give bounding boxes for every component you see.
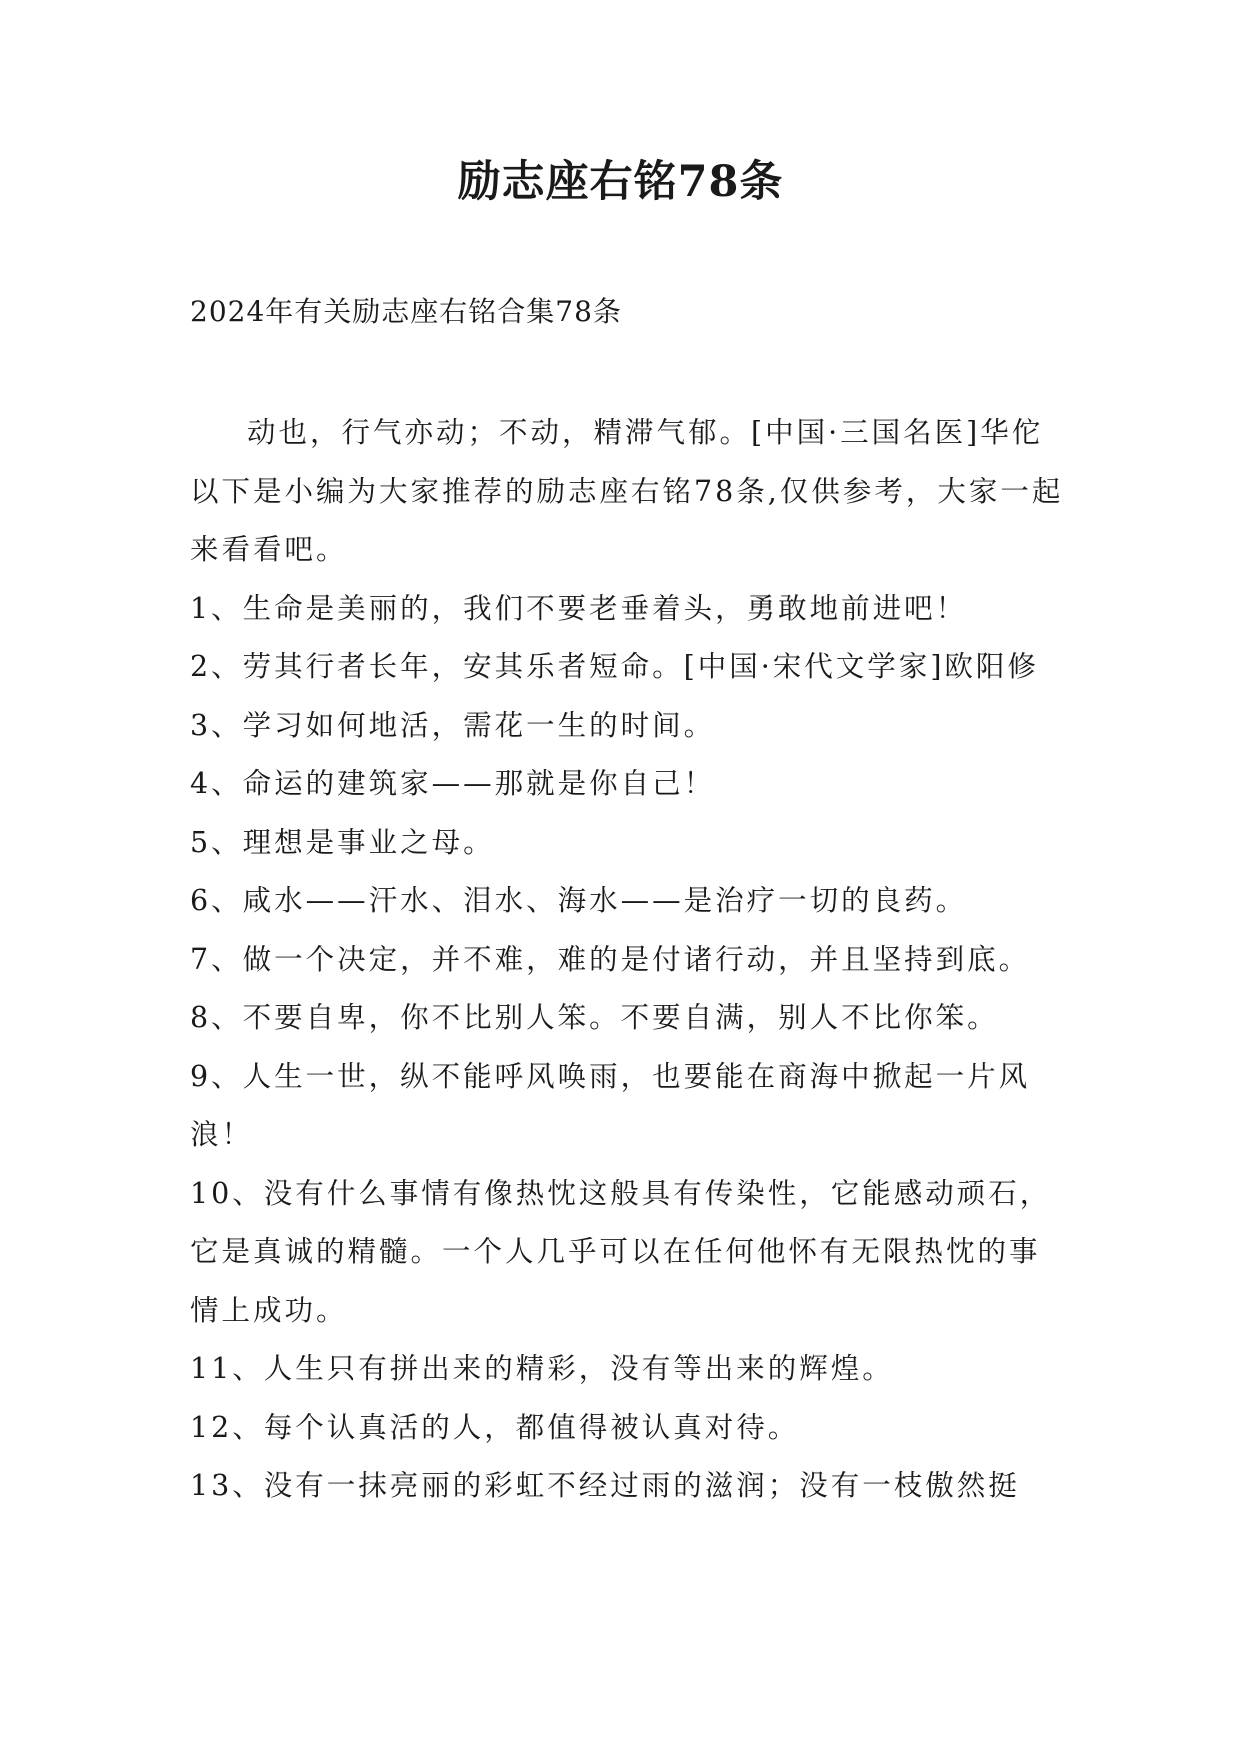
quote-item: 11、人生只有拼出来的精彩，没有等出来的辉煌。 (190, 1352, 894, 1385)
quote-item: 5、理想是事业之母。 (190, 825, 495, 859)
document-body (190, 404, 1070, 1516)
quote-item: 1、生命是美丽的，我们不要老垂着头，勇敢地前进吧！ (190, 591, 968, 625)
quote-item: 7、做一个决定，并不难，难的是付诸行动，并且坚持到底。 (190, 942, 1031, 976)
document-subtitle: 2024年有关励志座右铭合集78条 (190, 295, 622, 328)
quote-item: 3、学习如何地活，需花一生的时间。 (190, 708, 716, 742)
quote-item: 12、每个认真活的人，都值得被认真对待。 (190, 1410, 800, 1444)
quote-item: 9、人生一世，纵不能呼风唤雨，也要能在商海中掀起一片风浪！ (190, 1059, 1031, 1151)
quote-item: 13、没有一抹亮丽的彩虹不经过雨的滋润；没有一枝傲然挺 (190, 1469, 1020, 1502)
quote-item: 10、没有什么事情有像热忱这般具有传染性，它能感动顽石，它是真诚的精髓。一个人几乎可以在任何他怀有无限热忱的事情上成功。 (190, 1176, 1052, 1327)
document-title: 励志座右铭78条 (457, 157, 784, 207)
quote-item: 6、咸水——汗水、泪水、海水——是治疗一切的良药。 (190, 884, 968, 917)
quote-item: 4、命运的建筑家——那就是你自己！ (190, 767, 716, 800)
intro-paragraph: 动也，行气亦动；不动，精滞气郁。[中国·三国名医]华佗以下是小编为大家推荐的励志座右铭78条,仅供参考，大家一起来看看吧。 (190, 416, 1064, 566)
quote-item: 2、劳其行者长年，安其乐者短命。[中国·宋代文学家]欧阳修 (190, 650, 1039, 683)
quote-item: 8、不要自卑，你不比别人笨。不要自满，别人不比你笨。 (190, 1001, 999, 1034)
